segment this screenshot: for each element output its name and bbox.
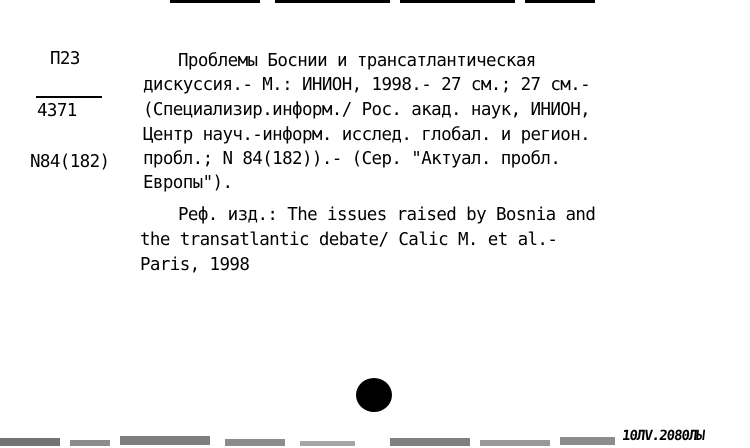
card-top-edge [0, 0, 750, 5]
abstract-line: Реф. изд.: The issues raised by Bosnia and [178, 205, 596, 225]
entry-line: (Специализир.информ./ Рос. акад. наук, ИНИОН, [143, 100, 591, 120]
card-punch-hole [356, 378, 392, 412]
abstract-line: Paris, 1998 [140, 255, 250, 275]
shelfmark-primary: П23 [50, 49, 80, 69]
entry-line: Европы"). [143, 173, 233, 193]
series-mark: N84(182) [30, 152, 110, 172]
entry-line: Центр науч.-информ. исслед. глобал. и регион. [143, 125, 591, 145]
shelfmark-secondary: 4371 [37, 101, 77, 121]
entry-line: Проблемы Боснии и трансатлантическая [178, 51, 536, 71]
shelfmark-divider [36, 96, 102, 98]
inventory-stamp: 10ЛV.2080ЛЫ [621, 428, 705, 444]
abstract-line: the transatlantic debate/ Calic M. et al.- [140, 230, 558, 250]
entry-line: пробл.; N 84(182)).- (Сер. "Актуал. пробл. [143, 149, 561, 169]
entry-line: дискуссия.- М.: ИНИОН, 1998.- 27 см.; 27 см.- [143, 75, 591, 95]
